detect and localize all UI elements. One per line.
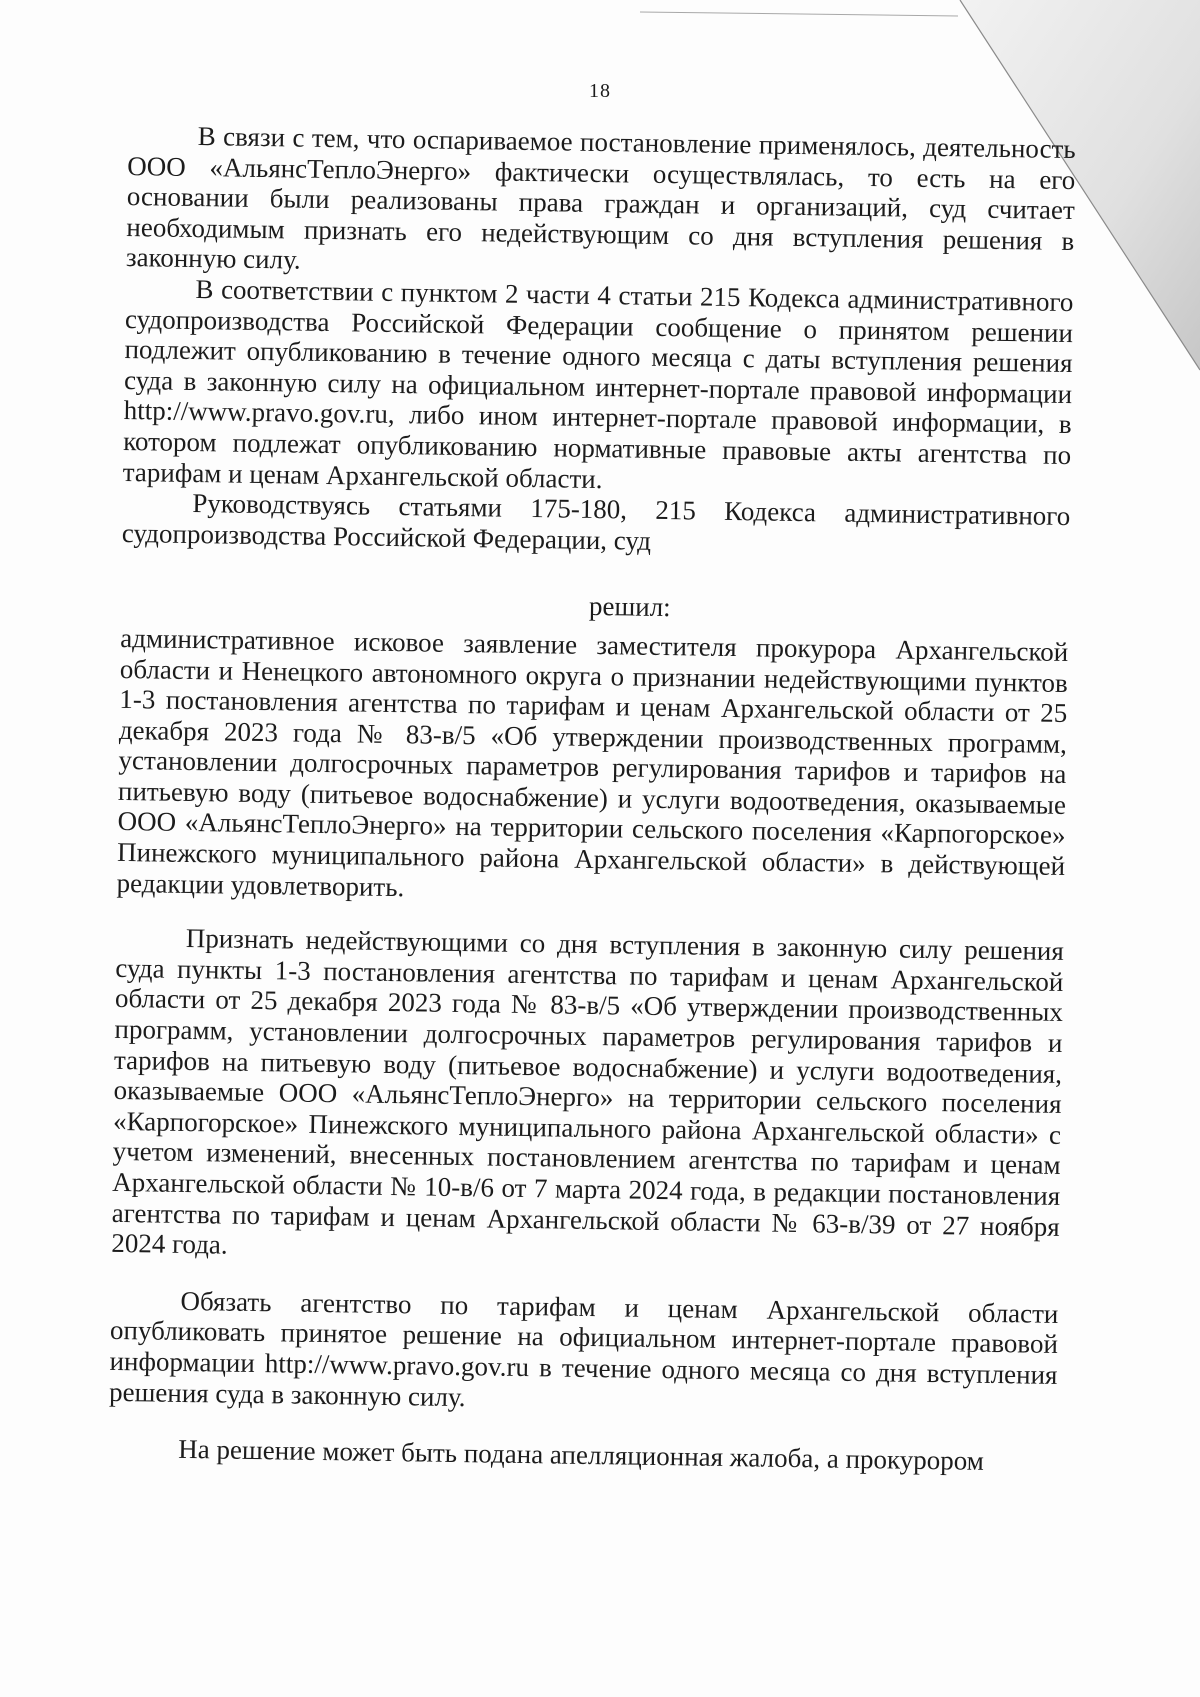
paragraph-declare-invalid: Признать недействующими со дня вступления в законную силу решения суда пункты 1-3 постановления агентства по тарифам и ценам Архангельской области от 25 декабря 2023 года № 83-в/5 «Об утверждении производственных программ, установлении долгосрочных параметров регулирования тарифов и тарифов на питьевую воду (питьевое водоснабжение) и услуги водоотведения, оказываемые ООО «АльянсТеплоЭнерго» на территории сельского поселения «Карпогорское» Пинежского муниципального района Архангельской области» с учетом изменений, внесенных постановлением агентства по тарифам и ценам Архангельской области № 10-в/6 от 7 марта 2024 года, в редакции постановления агентства по тарифам и ценам Архангельской области № 63-в/39 от 27 ноября 2024 года. <box>111 923 1064 1260</box>
paragraph-claim-satisfied: административное исковое заявление заместителя прокурора Архангельской области и Ненецкого автономного округа о признании недействующими пунктов 1-3 постановления агентства по тарифам и ценам Архангельской области от 25 декабря 2023 года № 83-в/5 «Об утверждении производственных программ, установлении долгосрочных параметров регулирования тарифов и тарифов на питьевую воду (питьевое водоснабжение) и услуги водоотведения, оказываемые ООО «АльянсТеплоЭнерго» на территории сельского поселения «Карпогорское» Пинежского муниципального района Архангельской области» в действующей редакции удовлетворить. <box>116 622 1069 902</box>
paragraph-grounds: В связи с тем, что оспариваемое постановление применялось, деятельность ООО «АльянсТеплоЭнерго» фактически осуществлялась, то есть на его основании были реализованы права граждан и организаций, суд считает необходимым признать его недействующим со дня вступления решения в законную силу. <box>125 121 1076 275</box>
page-number: 18 <box>589 80 611 102</box>
document-body <box>108 120 1076 1478</box>
paragraph-publication-basis: В соответствии с пунктом 2 части 4 статьи 215 Кодекса административного судопроизводства Российской Федерации сообщение о принятом решении подлежит опубликованию в течение одного месяца с даты вступления решения суда в законную силу на официальном интернет-портале правовой информации http://www.pravo.gov.ru, либо ином интернет-портале правовой информации, в котором подлежат опубликованию нормативные правовые акты агентства по тарифам и ценам Архангельской области. <box>122 273 1074 494</box>
paragraph-appeal: На решение может быть подана апелляционная жалоба, а прокурором <box>178 1434 985 1476</box>
verdict-heading: решил: <box>588 591 671 623</box>
paragraph-obligation-publish: Обязать агентство по тарифам и ценам Архангельской области опубликовать принятое решение на официальном интернет-портале правовой информации http://www.pravo.gov.ru в течение одного месяца со дня вступления решения суда в законную силу. <box>108 1285 1059 1412</box>
paragraph-guided-by: Руководствуясь статьями 175-180, 215 Кодекса административного судопроизводства Российской Федерации, суд <box>121 488 1071 556</box>
